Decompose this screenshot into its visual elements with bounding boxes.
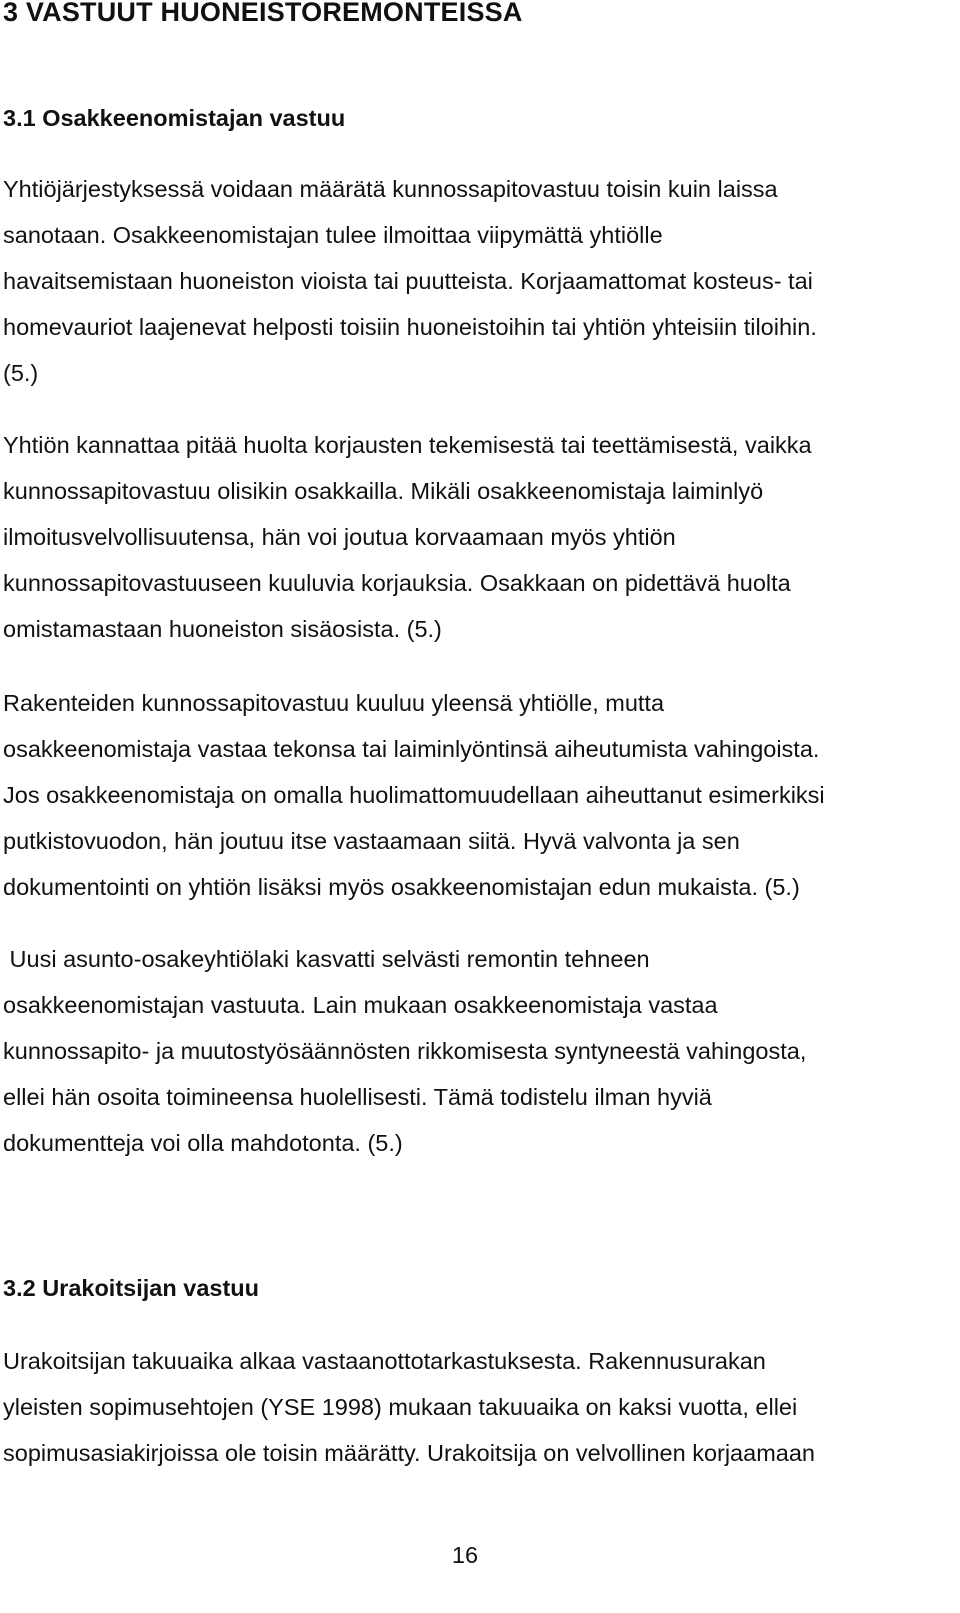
paragraph-5 xyxy=(3,1338,815,1476)
section-heading-3-1: 3.1 Osakkeenomistajan vastuu xyxy=(3,105,346,131)
text-line: Urakoitsijan takuuaika alkaa vastaanottotarkastuksesta. Rakennusurakan xyxy=(3,1348,766,1374)
text-line: Uusi asunto-osakeyhtiölaki kasvatti selvästi remontin tehneen xyxy=(3,946,650,972)
text-line: homevauriot laajenevat helposti toisiin huoneistoihin tai yhtiön yhteisiin tiloihin. xyxy=(3,314,817,340)
text-line: kunnossapito- ja muutostyösäännösten rikkomisesta syntyneestä vahingosta, xyxy=(3,1038,807,1064)
text-line: Yhtiöjärjestyksessä voidaan määrätä kunnossapitovastuu toisin kuin laissa xyxy=(3,176,778,202)
paragraph-3 xyxy=(3,680,825,910)
paragraph-4 xyxy=(3,936,806,1166)
text-line: sanotaan. Osakkeenomistajan tulee ilmoittaa viipymättä yhtiölle xyxy=(3,222,663,248)
text-line: (5.) xyxy=(3,360,39,386)
page-number: 16 xyxy=(451,1542,479,1568)
text-line: dokumentointi on yhtiön lisäksi myös osakkeenomistajan edun mukaista. (5.) xyxy=(3,874,800,900)
text-line: ilmoitusvelvollisuutensa, hän voi joutua korvaamaan myös yhtiön xyxy=(3,524,676,550)
text-line: omistamastaan huoneiston sisäosista. (5.) xyxy=(3,616,442,642)
text-line: kunnossapitovastuu olisikin osakkailla. Mikäli osakkeenomistaja laiminlyö xyxy=(3,478,764,504)
text-line: Jos osakkeenomistaja on omalla huolimattomuudellaan aiheuttanut esimerkiksi xyxy=(3,782,825,808)
text-line: ellei hän osoita toimineensa huolellisesti. Tämä todistelu ilman hyviä xyxy=(3,1084,712,1110)
text-line: Yhtiön kannattaa pitää huolta korjausten tekemisestä tai teettämisestä, vaikka xyxy=(3,432,812,458)
text-line: havaitsemistaan huoneiston vioista tai puutteista. Korjaamattomat kosteus- tai xyxy=(3,268,813,294)
text-line: osakkeenomistaja vastaa tekonsa tai laiminlyöntinsä aiheutumista vahingoista. xyxy=(3,736,820,762)
text-line: dokumentteja voi olla mahdotonta. (5.) xyxy=(3,1130,403,1156)
text-line: sopimusasiakirjoissa ole toisin määrätty. Urakoitsija on velvollinen korjaamaan xyxy=(3,1440,815,1466)
section-heading-3-2: 3.2 Urakoitsijan vastuu xyxy=(3,1275,259,1301)
paragraph-1 xyxy=(3,166,817,396)
paragraph-2 xyxy=(3,422,812,652)
chapter-title: 3 VASTUUT HUONEISTOREMONTEISSA xyxy=(3,0,523,27)
text-line: Rakenteiden kunnossapitovastuu kuuluu yleensä yhtiölle, mutta xyxy=(3,690,665,716)
text-line: osakkeenomistajan vastuuta. Lain mukaan osakkeenomistaja vastaa xyxy=(3,992,718,1018)
text-line: yleisten sopimusehtojen (YSE 1998) mukaan takuuaika on kaksi vuotta, ellei xyxy=(3,1394,798,1420)
text-line: putkistovuodon, hän joutuu itse vastaamaan siitä. Hyvä valvonta ja sen xyxy=(3,828,740,854)
text-line: kunnossapitovastuuseen kuuluvia korjauksia. Osakkaan on pidettävä huolta xyxy=(3,570,791,596)
